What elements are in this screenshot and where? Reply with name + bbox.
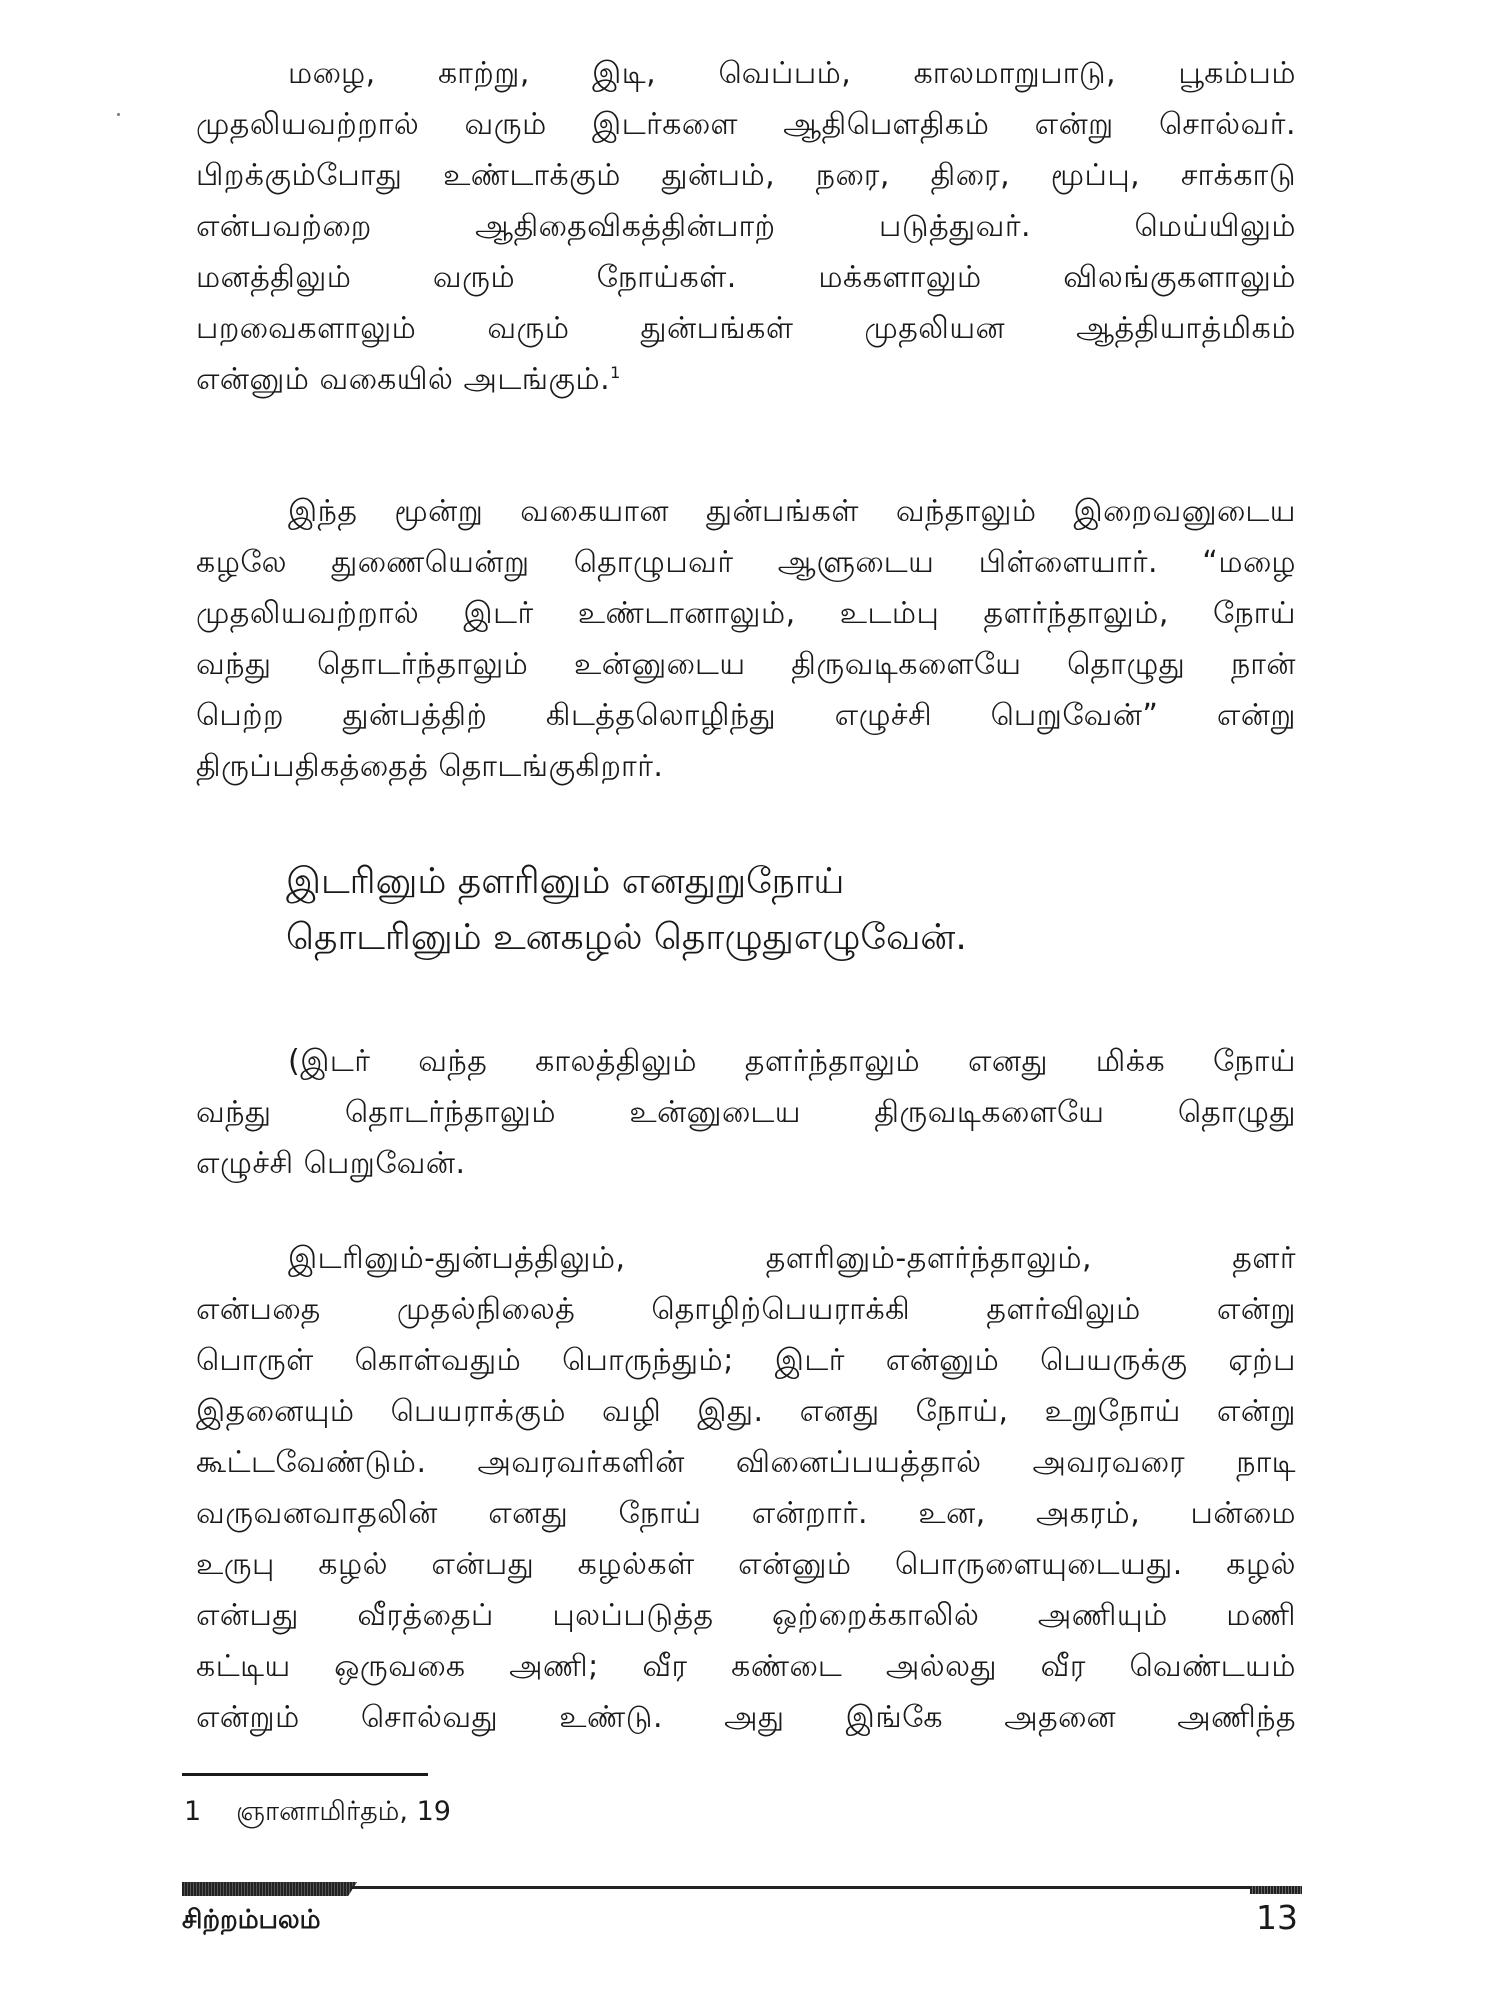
paragraph-line: பிறக்கும்போது உண்டாக்கும் துன்பம், நரை, திரை, மூப்பு, சாக்காடு [196,158,1296,193]
footer-rule-end [1250,1886,1302,1894]
paragraph-line: கூட்டவேண்டும். அவரவர்களின் வினைப்பயத்தால் அவரவரை நாடி [196,1445,1296,1480]
verse-line: தொடரினும் உனகழல் தொழுதுஎழுவேன். [286,917,967,958]
footnote-number: 1 [184,1796,202,1827]
page-number: 13 [1256,1898,1298,1937]
paragraph-line: என்பது வீரத்தைப் புலப்படுத்த ஒற்றைக்காலில் அணியும் மணி [196,1598,1296,1633]
paragraph-line: வந்து தொடர்ந்தாலும் உன்னுடைய திருவடிகளையே தொழுது [196,1095,1296,1130]
footer-rule [182,1882,1302,1896]
paragraph-line-last: எழுச்சி பெறுவேன். [196,1146,466,1181]
scan-speck [117,113,120,116]
footer-rule-thick [182,1882,357,1896]
paragraph-line: மழை, காற்று, இடி, வெப்பம், காலமாறுபாடு, பூகம்பம் [288,56,1296,91]
paragraph-line-last: திருப்பதிகத்தைத் தொடங்குகிறார். [196,749,664,784]
paragraph-1 [196,48,1296,405]
paragraph-line: கட்டிய ஒருவகை அணி; வீர கண்டை அல்லது வீர வெண்டயம் [196,1649,1296,1684]
paragraph-line: முதலியவற்றால் இடர் உண்டானாலும், உடம்பு தளர்ந்தாலும், நோய் [196,596,1296,631]
running-footer-title: சிற்றம்பலம் [182,1905,321,1935]
paragraph-2 [196,486,1296,792]
paragraph-line: பொருள் கொள்வதும் பொருந்தும்; இடர் என்னும் பெயருக்கு ஏற்ப [196,1343,1296,1378]
footnote-text: ஞானாமிர்தம், 19 [236,1796,451,1827]
verse-quote [286,854,1286,966]
paragraph-line-last [196,354,1296,405]
paragraph-line: என்றும் சொல்வது உண்டு. அது இங்கே அதனை அணிந்த [196,1700,1296,1735]
footer-rule-thin [350,1886,1302,1889]
footnote-divider [182,1773,428,1776]
paragraph-4 [196,1233,1296,1743]
paragraph-line: உருபு கழல் என்பது கழல்கள் என்னும் பொருளையுடையது. கழல் [196,1547,1296,1582]
paragraph-line: இந்த மூன்று வகையான துன்பங்கள் வந்தாலும் இறைவனுடைய [288,494,1296,529]
paragraph-line: என்பதை முதல்நிலைத் தொழிற்பெயராக்கி தளர்விலும் என்று [196,1292,1296,1327]
paragraph-line: பறவைகளாலும் வரும் துன்பங்கள் முதலியன ஆத்தியாத்மிகம் [196,311,1296,346]
paragraph-line-text: என்னும் வகையில் அடங்கும். [196,362,611,397]
footnote [184,1792,451,1832]
verse-line: இடரினும் தளரினும் எனதுறுநோய் [286,861,845,902]
footnote-marker: 1 [610,363,621,382]
paragraph-line: என்பவற்றை ஆதிதைவிகத்தின்பாற் படுத்துவர். மெய்யிலும் [196,209,1296,244]
paragraph-line: இடரினும்-துன்பத்திலும், தளரினும்-தளர்ந்தாலும், தளர் [288,1241,1296,1276]
paragraph-line: கழலே துணையென்று தொழுபவர் ஆளுடைய பிள்ளையார். “மழை [196,545,1296,580]
paragraph-line: முதலியவற்றால் வரும் இடர்களை ஆதிபௌதிகம் என்று சொல்வர். [196,107,1296,142]
paragraph-3 [196,1036,1296,1189]
paragraph-line: இதனையும் பெயராக்கும் வழி இது. எனது நோய், உறுநோய் என்று [196,1394,1296,1429]
paragraph-line: வந்து தொடர்ந்தாலும் உன்னுடைய திருவடிகளையே தொழுது நான் [196,647,1296,682]
paragraph-line: மனத்திலும் வரும் நோய்கள். மக்களாலும் விலங்குகளாலும் [196,260,1296,295]
paragraph-line: பெற்ற துன்பத்திற் கிடத்தலொழிந்து எழுச்சி பெறுவேன்” என்று [196,698,1296,733]
paragraph-line: வருவனவாதலின் எனது நோய் என்றார். உன, அகரம், பன்மை [196,1496,1296,1531]
paragraph-line: (இடர் வந்த காலத்திலும் தளர்ந்தாலும் எனது மிக்க நோய் [288,1044,1296,1079]
